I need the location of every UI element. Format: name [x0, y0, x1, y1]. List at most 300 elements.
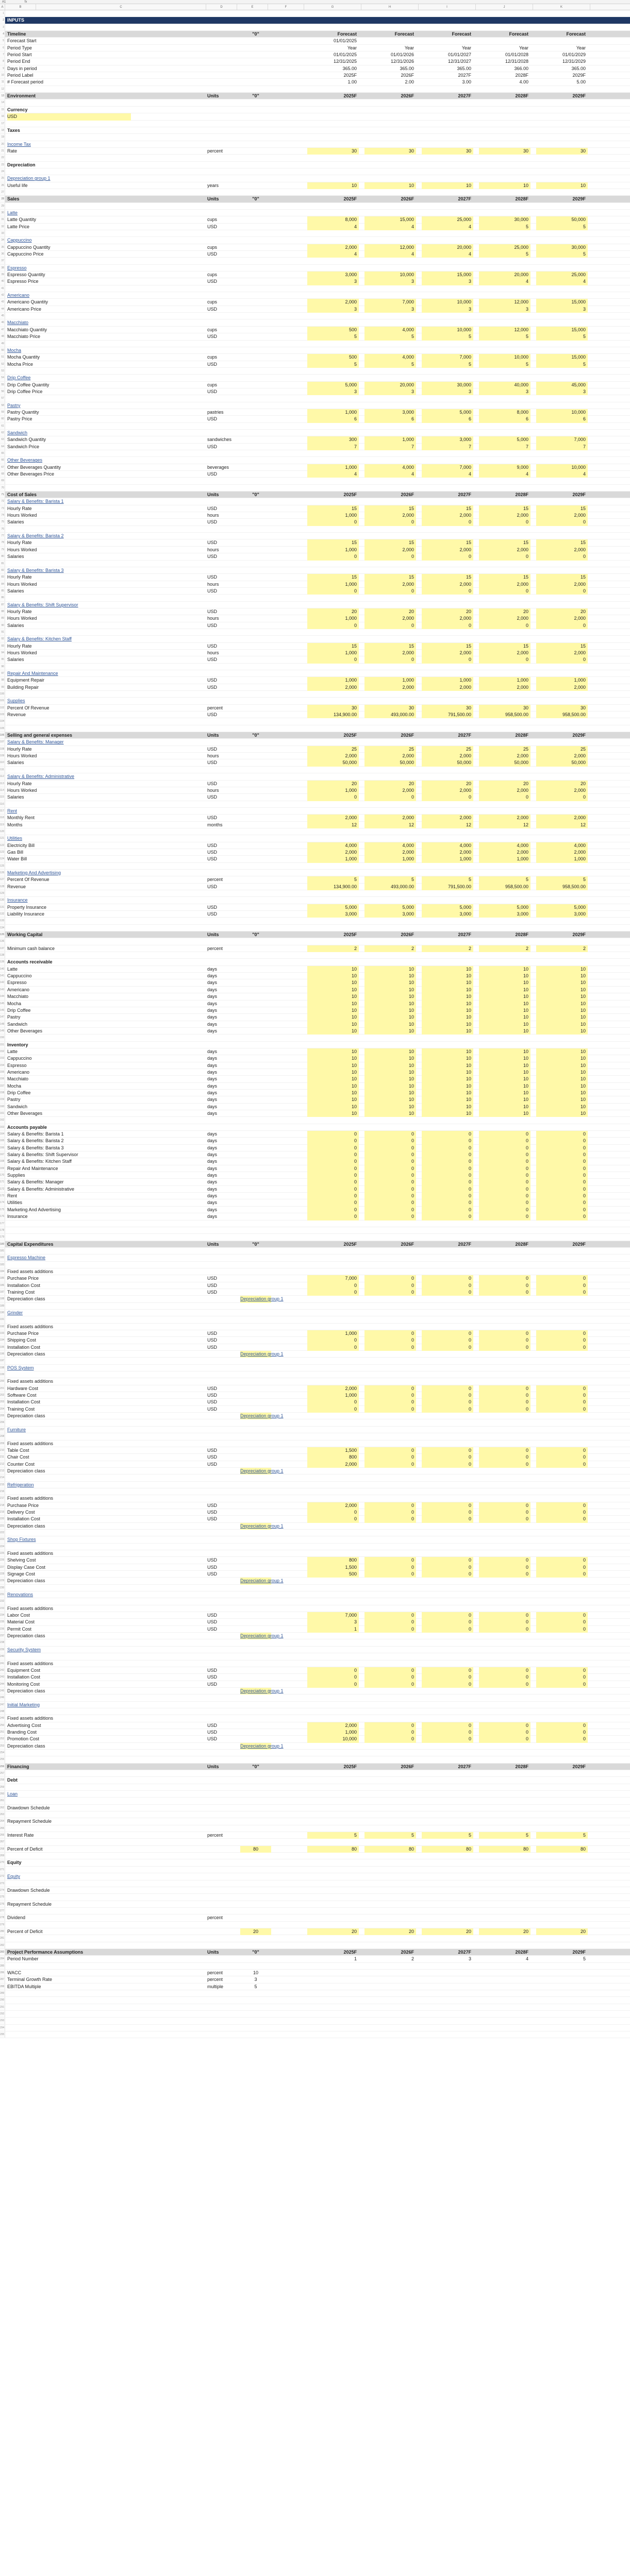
- year-value-cell[interactable]: 10: [364, 973, 416, 979]
- year-value-cell[interactable]: 15: [536, 643, 588, 650]
- row-number[interactable]: 145: [0, 1001, 5, 1007]
- year-value-cell[interactable]: 10: [307, 182, 359, 189]
- year-value-cell[interactable]: 10,000: [479, 354, 530, 361]
- year-value-cell[interactable]: 7,000: [307, 1612, 359, 1619]
- row-number[interactable]: 43: [0, 299, 5, 305]
- year-value-cell[interactable]: 10: [536, 1048, 588, 1055]
- year-value-cell[interactable]: 0: [364, 1330, 416, 1337]
- year-value-cell[interactable]: 15: [422, 643, 473, 650]
- year-value-cell[interactable]: 5: [536, 876, 588, 883]
- row-number[interactable]: 12: [0, 86, 5, 92]
- year-value-cell[interactable]: 8,000: [479, 409, 530, 416]
- year-value-cell[interactable]: 25: [422, 746, 473, 753]
- row-number[interactable]: 41: [0, 285, 5, 292]
- year-value-cell[interactable]: 0: [536, 1667, 588, 1674]
- year-value-cell[interactable]: 5: [479, 1832, 530, 1839]
- year-value-cell[interactable]: 5,000: [479, 436, 530, 443]
- year-value-cell[interactable]: 10: [364, 1048, 416, 1055]
- year-value-cell[interactable]: 2,000: [479, 787, 530, 794]
- year-value-cell[interactable]: 10: [422, 1096, 473, 1103]
- row-number[interactable]: 210: [0, 1447, 5, 1453]
- row-number[interactable]: 289: [0, 1990, 5, 1996]
- year-value-cell[interactable]: 0: [307, 1213, 359, 1220]
- row-number[interactable]: 2: [0, 17, 5, 23]
- year-value-cell[interactable]: 4: [479, 471, 530, 478]
- year-value-cell[interactable]: 0: [364, 1158, 416, 1165]
- row-number[interactable]: 294: [0, 2025, 5, 2031]
- group-link[interactable]: Pastry: [7, 402, 21, 408]
- year-value-cell[interactable]: 0: [536, 1447, 588, 1454]
- year-value-cell[interactable]: 10: [422, 1001, 473, 1007]
- year-value-cell[interactable]: 0: [307, 1207, 359, 1213]
- year-value-cell[interactable]: 2,000: [307, 1385, 359, 1392]
- year-value-cell[interactable]: 10: [479, 1110, 530, 1117]
- year-value-cell[interactable]: 15: [307, 505, 359, 512]
- year-value-cell[interactable]: 2,000: [364, 815, 416, 821]
- row-number[interactable]: 100: [0, 691, 5, 697]
- year-value-cell[interactable]: 0: [479, 1186, 530, 1193]
- row-number[interactable]: 75: [0, 519, 5, 525]
- year-value-cell[interactable]: 0: [536, 553, 588, 560]
- row-number[interactable]: 201: [0, 1385, 5, 1392]
- year-value-cell[interactable]: 0: [364, 1667, 416, 1674]
- year-value-cell[interactable]: 4,000: [422, 842, 473, 849]
- year-value-cell[interactable]: 25,000: [536, 272, 588, 278]
- row-number[interactable]: 83: [0, 574, 5, 580]
- year-value-cell[interactable]: 10: [536, 1028, 588, 1035]
- row-number[interactable]: 56: [0, 388, 5, 395]
- row-number[interactable]: 244: [0, 1681, 5, 1687]
- year-value-cell[interactable]: 10: [479, 1096, 530, 1103]
- row-number[interactable]: 67: [0, 464, 5, 470]
- year-value-cell[interactable]: 0: [307, 1337, 359, 1344]
- row-number[interactable]: 270: [0, 1859, 5, 1866]
- year-value-cell[interactable]: 0: [536, 1626, 588, 1633]
- year-value-cell[interactable]: 0: [422, 1729, 473, 1736]
- year-value-cell[interactable]: 0: [307, 1193, 359, 1199]
- row-number[interactable]: 253: [0, 1743, 5, 1749]
- year-value-cell[interactable]: 0: [536, 1207, 588, 1213]
- year-value-cell[interactable]: 0: [536, 1289, 588, 1296]
- group-link[interactable]: Income Tax: [7, 141, 31, 147]
- row-number[interactable]: 217: [0, 1495, 5, 1501]
- year-value-cell[interactable]: 0: [422, 1151, 473, 1158]
- row-number[interactable]: 278: [0, 1914, 5, 1921]
- row-number[interactable]: 165: [0, 1138, 5, 1144]
- row-number[interactable]: 258: [0, 1777, 5, 1783]
- year-value-cell[interactable]: 5: [422, 876, 473, 883]
- year-value-cell[interactable]: 3,000: [422, 911, 473, 918]
- year-value-cell[interactable]: 3: [307, 1619, 359, 1625]
- year-value-cell[interactable]: 1,000: [307, 1729, 359, 1736]
- year-value-cell[interactable]: 12,000: [364, 244, 416, 251]
- year-value-cell[interactable]: 12,000: [479, 327, 530, 333]
- year-value-cell[interactable]: 0: [479, 1193, 530, 1199]
- row-number[interactable]: 168: [0, 1158, 5, 1164]
- currency-input[interactable]: USD: [7, 113, 131, 120]
- row-number[interactable]: 44: [0, 306, 5, 312]
- year-value-cell[interactable]: 30: [536, 705, 588, 711]
- year-value-cell[interactable]: 0: [479, 1213, 530, 1220]
- year-value-cell[interactable]: 0: [422, 1289, 473, 1296]
- year-value-cell[interactable]: 0: [422, 1213, 473, 1220]
- year-value-cell[interactable]: 3: [422, 388, 473, 395]
- year-value-cell[interactable]: 0: [364, 1729, 416, 1736]
- year-value-cell[interactable]: 2,000: [364, 547, 416, 553]
- year-value-cell[interactable]: 10: [422, 966, 473, 973]
- row-number[interactable]: 103: [0, 711, 5, 718]
- year-value-cell[interactable]: 2: [479, 945, 530, 952]
- year-value-cell[interactable]: 2,000: [364, 684, 416, 691]
- row-number[interactable]: 132: [0, 911, 5, 917]
- row-number[interactable]: 124: [0, 856, 5, 862]
- year-value-cell[interactable]: 30: [479, 705, 530, 711]
- row-number[interactable]: 164: [0, 1131, 5, 1137]
- row-number[interactable]: 282: [0, 1942, 5, 1948]
- year-value-cell[interactable]: 0: [479, 1289, 530, 1296]
- row-number[interactable]: 230: [0, 1585, 5, 1591]
- year-value-cell[interactable]: 0: [364, 1564, 416, 1571]
- row-number[interactable]: 261: [0, 1798, 5, 1804]
- year-value-cell[interactable]: 2,000: [422, 684, 473, 691]
- year-value-cell[interactable]: 20,000: [422, 244, 473, 251]
- row-number[interactable]: 60: [0, 416, 5, 422]
- year-value-cell[interactable]: 0: [364, 1145, 416, 1151]
- group-link[interactable]: Grinder: [7, 1310, 23, 1315]
- year-value-cell[interactable]: 1,000: [307, 677, 359, 684]
- row-number[interactable]: 139: [0, 959, 5, 965]
- year-value-cell[interactable]: 15: [422, 505, 473, 512]
- year-value-cell[interactable]: 5,000: [422, 904, 473, 911]
- year-value-cell[interactable]: 10: [536, 1104, 588, 1110]
- year-value-cell[interactable]: 0: [307, 1681, 359, 1688]
- row-number[interactable]: 198: [0, 1365, 5, 1371]
- row-number[interactable]: 125: [0, 863, 5, 869]
- year-value-cell[interactable]: 12: [479, 822, 530, 828]
- year-value-cell[interactable]: 0: [364, 553, 416, 560]
- year-value-cell[interactable]: 20: [536, 781, 588, 787]
- year-value-cell[interactable]: 10: [307, 1076, 359, 1082]
- year-value-cell[interactable]: 0: [422, 1165, 473, 1172]
- year-value-cell[interactable]: 50,000: [479, 759, 530, 766]
- row-number[interactable]: 1: [0, 10, 5, 16]
- column-header-e[interactable]: E: [237, 4, 268, 10]
- row-number[interactable]: 163: [0, 1124, 5, 1130]
- year-value-cell[interactable]: 0: [307, 1406, 359, 1413]
- column-header-g[interactable]: G: [304, 4, 361, 10]
- year-value-cell[interactable]: 0: [364, 1674, 416, 1681]
- row-number[interactable]: 154: [0, 1062, 5, 1069]
- group-link[interactable]: Salary & Benefits: Barista 3: [7, 567, 64, 573]
- year-value-cell[interactable]: 0: [307, 1165, 359, 1172]
- year-value-cell[interactable]: 1,000: [307, 615, 359, 622]
- year-value-cell[interactable]: 1,000: [364, 856, 416, 862]
- year-value-cell[interactable]: 10: [536, 1014, 588, 1021]
- year-value-cell[interactable]: 10: [364, 1076, 416, 1082]
- year-value-cell[interactable]: 50,000: [422, 759, 473, 766]
- year-value-cell[interactable]: 0: [422, 553, 473, 560]
- row-number[interactable]: 227: [0, 1564, 5, 1570]
- year-value-cell[interactable]: 15,000: [536, 299, 588, 306]
- row-number[interactable]: 156: [0, 1076, 5, 1082]
- row-number[interactable]: 196: [0, 1351, 5, 1357]
- year-value-cell[interactable]: 0: [422, 1186, 473, 1193]
- year-value-cell[interactable]: 1,000: [364, 677, 416, 684]
- year-value-cell[interactable]: 9,000: [479, 464, 530, 471]
- year-value-cell[interactable]: 0: [364, 794, 416, 801]
- row-number[interactable]: 206: [0, 1419, 5, 1426]
- year-value-cell[interactable]: 20: [364, 1928, 416, 1935]
- year-value-cell[interactable]: 1: [307, 1626, 359, 1633]
- row-number[interactable]: 245: [0, 1688, 5, 1694]
- year-value-cell[interactable]: 0: [364, 1626, 416, 1633]
- year-value-cell[interactable]: 10: [364, 1028, 416, 1035]
- year-value-cell[interactable]: 10,000: [364, 272, 416, 278]
- year-value-cell[interactable]: 0: [479, 1681, 530, 1688]
- group-link[interactable]: Shop Fixtures: [7, 1537, 36, 1543]
- year-value-cell[interactable]: 10: [479, 1055, 530, 1062]
- year-value-cell[interactable]: 10: [307, 1104, 359, 1110]
- group-link[interactable]: Loan: [7, 1791, 18, 1797]
- year-value-cell[interactable]: 20: [422, 781, 473, 787]
- row-number[interactable]: 208: [0, 1433, 5, 1439]
- year-value-cell[interactable]: 0: [479, 553, 530, 560]
- year-value-cell[interactable]: 20: [479, 608, 530, 615]
- year-value-cell[interactable]: 0: [422, 1509, 473, 1516]
- row-number[interactable]: 28: [0, 196, 5, 202]
- year-value-cell[interactable]: 0: [422, 1179, 473, 1185]
- year-value-cell[interactable]: 2,000: [536, 787, 588, 794]
- year-value-cell[interactable]: 10: [422, 973, 473, 979]
- row-number[interactable]: 275: [0, 1894, 5, 1900]
- depreciation-class-value[interactable]: Depreciation group 1: [240, 1351, 271, 1358]
- row-number[interactable]: 265: [0, 1825, 5, 1832]
- row-number[interactable]: 101: [0, 698, 5, 704]
- row-number[interactable]: 157: [0, 1083, 5, 1089]
- year-value-cell[interactable]: 10: [307, 1110, 359, 1117]
- year-value-cell[interactable]: 0: [422, 1145, 473, 1151]
- year-value-cell[interactable]: 25: [307, 746, 359, 753]
- column-header-c[interactable]: C: [36, 4, 206, 10]
- year-value-cell[interactable]: 10: [307, 1055, 359, 1062]
- year-value-cell[interactable]: 0: [364, 1131, 416, 1138]
- row-number[interactable]: 99: [0, 684, 5, 690]
- row-number[interactable]: 47: [0, 327, 5, 333]
- year-value-cell[interactable]: 5: [479, 876, 530, 883]
- row-number[interactable]: 200: [0, 1378, 5, 1384]
- year-value-cell[interactable]: 0: [536, 1145, 588, 1151]
- year-value-cell[interactable]: 12: [307, 822, 359, 828]
- group-link[interactable]: Salary & Benefits: Barista 2: [7, 533, 64, 539]
- year-value-cell[interactable]: 0: [479, 1275, 530, 1282]
- row-number[interactable]: 197: [0, 1358, 5, 1364]
- year-value-cell[interactable]: 0: [536, 1193, 588, 1199]
- year-value-cell[interactable]: 1,000: [307, 650, 359, 656]
- year-value-cell[interactable]: 2,000: [422, 753, 473, 759]
- year-value-cell[interactable]: 2,000: [479, 512, 530, 519]
- year-value-cell[interactable]: 0: [422, 1557, 473, 1564]
- year-value-cell[interactable]: 25: [479, 746, 530, 753]
- year-value-cell[interactable]: 30,000: [536, 244, 588, 251]
- year-value-cell[interactable]: 0: [479, 1729, 530, 1736]
- year-value-cell[interactable]: 15: [536, 505, 588, 512]
- row-number[interactable]: 237: [0, 1633, 5, 1639]
- row-number[interactable]: 107: [0, 739, 5, 745]
- year-value-cell[interactable]: 1,000: [422, 856, 473, 862]
- year-value-cell[interactable]: 2,000: [364, 512, 416, 519]
- group-link[interactable]: Macchiato: [7, 320, 29, 326]
- year-value-cell[interactable]: 15,000: [536, 354, 588, 361]
- row-number[interactable]: 52: [0, 361, 5, 367]
- row-number[interactable]: 285: [0, 1963, 5, 1969]
- row-number[interactable]: 122: [0, 842, 5, 849]
- year-value-cell[interactable]: 5: [307, 361, 359, 368]
- year-value-cell[interactable]: 5: [364, 333, 416, 340]
- year-value-cell[interactable]: 10: [479, 1001, 530, 1007]
- row-number[interactable]: 186: [0, 1282, 5, 1289]
- row-number[interactable]: 232: [0, 1598, 5, 1604]
- row-number[interactable]: 281: [0, 1935, 5, 1941]
- year-value-cell[interactable]: 20,000: [364, 382, 416, 388]
- row-number[interactable]: 173: [0, 1193, 5, 1199]
- row-number[interactable]: 177: [0, 1221, 5, 1227]
- year-value-cell[interactable]: 500: [307, 354, 359, 361]
- year-value-cell[interactable]: 50,000: [307, 759, 359, 766]
- year-value-cell[interactable]: 0: [536, 1557, 588, 1564]
- row-number[interactable]: 235: [0, 1619, 5, 1625]
- row-number[interactable]: 264: [0, 1818, 5, 1824]
- year-value-cell[interactable]: 1,000: [479, 677, 530, 684]
- row-number[interactable]: 11: [0, 79, 5, 85]
- year-value-cell[interactable]: 0: [536, 1619, 588, 1625]
- year-value-cell[interactable]: 0: [364, 1151, 416, 1158]
- year-value-cell[interactable]: 0: [364, 1289, 416, 1296]
- row-number[interactable]: 104: [0, 718, 5, 724]
- year-value-cell[interactable]: 2,000: [307, 1502, 359, 1509]
- year-value-cell[interactable]: 1,500: [307, 1564, 359, 1571]
- row-number[interactable]: 141: [0, 973, 5, 979]
- row-number[interactable]: 51: [0, 354, 5, 360]
- year-value-cell[interactable]: 0: [536, 588, 588, 595]
- row-number[interactable]: 4: [0, 31, 5, 37]
- group-link[interactable]: Cappuccino: [7, 238, 32, 243]
- year-value-cell[interactable]: 0: [479, 1626, 530, 1633]
- row-number[interactable]: 189: [0, 1303, 5, 1309]
- year-value-cell[interactable]: 3,000: [364, 409, 416, 416]
- year-value-cell[interactable]: 12,000: [479, 299, 530, 306]
- year-value-cell[interactable]: 0: [364, 622, 416, 629]
- row-number[interactable]: 250: [0, 1722, 5, 1728]
- row-number[interactable]: 82: [0, 567, 5, 573]
- row-number[interactable]: 223: [0, 1536, 5, 1543]
- row-number[interactable]: 13: [0, 93, 5, 99]
- year-value-cell[interactable]: 0: [536, 1461, 588, 1468]
- year-value-cell[interactable]: 0: [422, 1330, 473, 1337]
- year-value-cell[interactable]: 0: [364, 1385, 416, 1392]
- year-value-cell[interactable]: 10: [479, 973, 530, 979]
- year-value-cell[interactable]: 10: [479, 1021, 530, 1028]
- year-value-cell[interactable]: 0: [479, 1406, 530, 1413]
- year-value-cell[interactable]: 2: [536, 945, 588, 952]
- row-number[interactable]: 30: [0, 210, 5, 216]
- year-value-cell[interactable]: 4,000: [364, 842, 416, 849]
- year-value-cell[interactable]: 10: [364, 1021, 416, 1028]
- year-value-cell[interactable]: 0: [536, 1681, 588, 1688]
- group-link[interactable]: Initial Marketing: [7, 1702, 40, 1707]
- year-value-cell[interactable]: 80: [422, 1846, 473, 1853]
- year-value-cell[interactable]: 5,000: [479, 904, 530, 911]
- year-value-cell[interactable]: 10: [307, 1021, 359, 1028]
- row-number[interactable]: 87: [0, 602, 5, 608]
- year-value-cell[interactable]: 0: [422, 1399, 473, 1405]
- year-value-cell[interactable]: 10: [536, 1090, 588, 1096]
- year-value-cell[interactable]: 0: [536, 1172, 588, 1179]
- row-number[interactable]: 7: [0, 52, 5, 58]
- year-value-cell[interactable]: 2: [307, 945, 359, 952]
- year-value-cell[interactable]: 25: [364, 746, 416, 753]
- row-number[interactable]: 257: [0, 1770, 5, 1776]
- year-value-cell[interactable]: 10: [307, 993, 359, 1000]
- year-value-cell[interactable]: 0: [307, 1186, 359, 1193]
- row-number[interactable]: 277: [0, 1908, 5, 1914]
- year-value-cell[interactable]: 10,000: [536, 409, 588, 416]
- year-value-cell[interactable]: 2,000: [422, 849, 473, 856]
- row-number[interactable]: 204: [0, 1406, 5, 1412]
- year-value-cell[interactable]: 10: [307, 1096, 359, 1103]
- group-link[interactable]: Espresso Machine: [7, 1255, 46, 1261]
- year-value-cell[interactable]: 10: [422, 1007, 473, 1014]
- year-value-cell[interactable]: 2,000: [422, 650, 473, 656]
- row-number[interactable]: 267: [0, 1839, 5, 1845]
- row-number[interactable]: 231: [0, 1591, 5, 1598]
- year-value-cell[interactable]: 80: [479, 1846, 530, 1853]
- year-value-cell[interactable]: 2,000: [422, 547, 473, 553]
- year-value-cell[interactable]: 4,000: [364, 464, 416, 471]
- year-value-cell[interactable]: 0: [536, 1131, 588, 1138]
- year-value-cell[interactable]: 10: [307, 1014, 359, 1021]
- year-value-cell[interactable]: 1,000: [422, 677, 473, 684]
- row-number[interactable]: 151: [0, 1042, 5, 1048]
- year-value-cell[interactable]: 3: [307, 278, 359, 285]
- year-value-cell[interactable]: 3,000: [422, 436, 473, 443]
- year-value-cell[interactable]: 0: [479, 1667, 530, 1674]
- year-value-cell[interactable]: 30: [422, 148, 473, 155]
- year-value-cell[interactable]: 10: [422, 1104, 473, 1110]
- year-value-cell[interactable]: 0: [536, 1502, 588, 1509]
- row-number[interactable]: 106: [0, 732, 5, 738]
- year-value-cell[interactable]: 7: [536, 444, 588, 450]
- year-value-cell[interactable]: 2,000: [479, 753, 530, 759]
- row-number[interactable]: 172: [0, 1186, 5, 1192]
- year-value-cell[interactable]: 1,000: [307, 547, 359, 553]
- year-value-cell[interactable]: 2,000: [422, 815, 473, 821]
- year-value-cell[interactable]: 30,000: [422, 382, 473, 388]
- year-value-cell[interactable]: 5: [422, 1832, 473, 1839]
- row-number[interactable]: 34: [0, 237, 5, 243]
- row-number[interactable]: 179: [0, 1234, 5, 1240]
- year-value-cell[interactable]: 3: [479, 306, 530, 313]
- row-number[interactable]: 123: [0, 849, 5, 855]
- row-number[interactable]: 167: [0, 1151, 5, 1158]
- year-value-cell[interactable]: 10: [364, 979, 416, 986]
- year-value-cell[interactable]: 0: [479, 1399, 530, 1405]
- year-value-cell[interactable]: 0: [422, 1461, 473, 1468]
- year-value-cell[interactable]: 5: [536, 224, 588, 230]
- column-header-f[interactable]: F: [268, 4, 304, 10]
- year-value-cell[interactable]: 10: [422, 1014, 473, 1021]
- year-value-cell[interactable]: 10: [307, 1028, 359, 1035]
- year-value-cell[interactable]: 134,900.00: [307, 711, 359, 718]
